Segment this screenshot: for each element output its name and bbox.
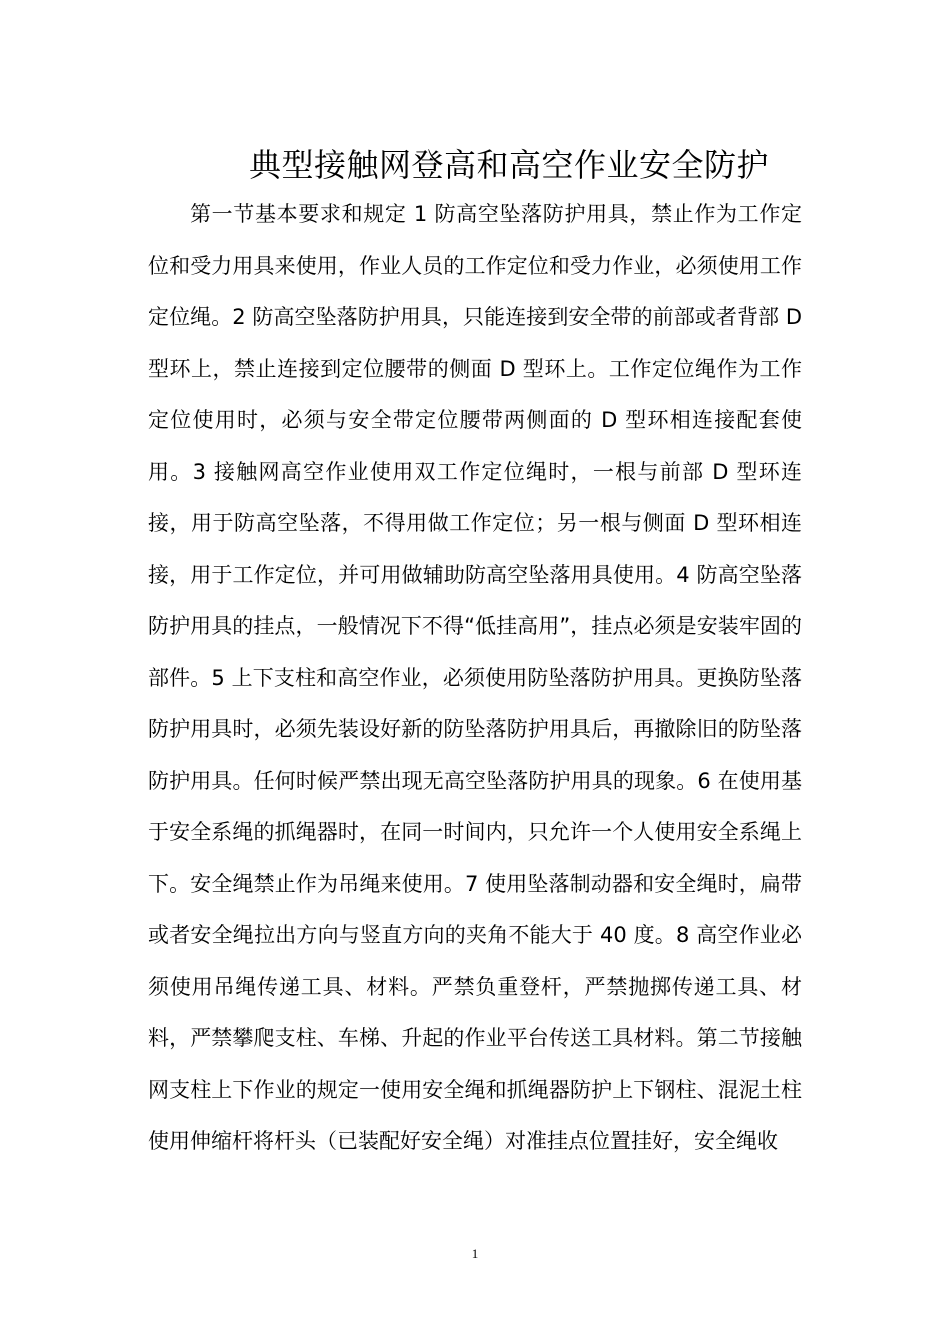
body-paragraph: 第一节基本要求和规定 1 防高空坠落防护用具，禁止作为工作定位和受力用具来使用，作业人员的工作定位和受力作业，必须使用工作定位绳。2 防高空坠落防护用具，只能连接到安全带的前部或者背部 D 型环上，禁止连接到定位腰带的侧面 D 型环上。工作定位绳作为工作定位使用时，必须与安全带定位腰带两侧面的 D 型环相连接配套使用。3 接触网高空作业使用双工作定位绳时，一根与前部 D 型环连接，用于防高空坠落，不得用做工作定位；另一根与侧面 D 型环相连接，用于工作定位，并可用做辅助防高空坠落用具使用。4 防高空坠落防护用具的挂点，一般情况下不得“低挂高用”，挂点必须是安装牢固的部件。5 上下支柱和高空作业，必须使用防坠落防护用具。更换防坠落防护用具时，必须先装设好新的防坠落防护用具后，再撤除旧的防坠落防护用具。任何时候严禁出现无高空坠落防护用具的现象。6 在使用基于安全系绳的抓绳器时，在同一时间内，只允许一个人使用安全系绳上下。安全绳禁止作为吊绳来使用。7 使用坠落制动器和安全绳时，扁带或者安全绳拉出方向与竖直方向的夹角不能大于 40 度。8 高空作业必须使用吊绳传递工具、材料。严禁负重登杆，严禁抛掷传递工具、材料，严禁攀爬支柱、车梯、升起的作业平台传送工具材料。第二节接触网支柱上下作业的规定一使用安全绳和抓绳器防护上下钢柱、混泥土柱使用伸缩杆将杆头（已装配好安全绳）对准挂点位置挂好，安全绳收 — [148, 202, 802, 1153]
document-title: 典型接触网登高和高空作业安全防护 — [248, 146, 769, 185]
page-number: 1 — [471, 1246, 479, 1261]
